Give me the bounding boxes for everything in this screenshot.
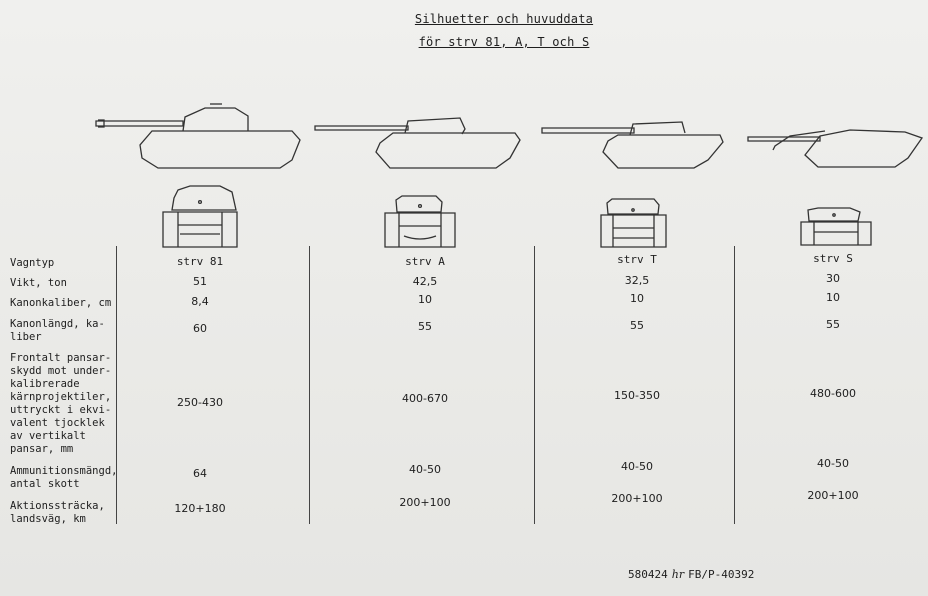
- document-title: Silhuetter och huvuddata: [414, 12, 594, 26]
- strv-s-side-silhouette: [748, 130, 922, 167]
- tank-name: strv T: [617, 253, 657, 266]
- row-label-kanonlangd: Kanonlängd, ka- liber: [10, 318, 105, 343]
- strv-s-front-silhouette: [801, 208, 871, 245]
- tank-caliber: 10: [630, 292, 644, 305]
- tank-gun-length: 55: [418, 320, 432, 333]
- tank-gun-length: 60: [193, 322, 207, 335]
- document-subtitle: för strv 81, A, T och S: [418, 35, 590, 49]
- strv-81-front-silhouette: [163, 186, 237, 247]
- row-label-kanonkaliber: Kanonkaliber, cm: [10, 297, 112, 309]
- tank-ammo: 40-50: [409, 463, 441, 476]
- tank-ammo: 40-50: [621, 460, 653, 473]
- row-label-ammunition: Ammunitionsmängd, antal skott: [10, 465, 118, 490]
- column-divider: [734, 246, 735, 524]
- column-divider: [309, 246, 310, 524]
- tank-caliber: 8,4: [191, 295, 209, 308]
- tank-range: 120+180: [174, 502, 226, 515]
- tank-armor: 250-430: [177, 396, 223, 409]
- handwritten-signature: hr: [671, 568, 685, 581]
- document-footer: [628, 568, 754, 581]
- strv-81-side-silhouette: [96, 104, 300, 168]
- tank-weight: 42,5: [412, 275, 438, 288]
- row-label-vagntyp: Vagntyp: [10, 257, 55, 269]
- tank-range: 200+100: [807, 489, 859, 502]
- row-label-aktionsstracka: Aktionssträcka, landsväg, km: [10, 500, 105, 525]
- strv-a-side-silhouette: [315, 118, 520, 168]
- tank-caliber: 10: [418, 293, 432, 306]
- strv-a-front-silhouette: [385, 196, 455, 247]
- tank-weight: 30: [826, 272, 840, 285]
- strv-t-front-silhouette: [601, 199, 666, 247]
- tank-range: 200+100: [399, 496, 451, 509]
- tank-weight: 32,5: [624, 274, 650, 287]
- tank-armor: 400-670: [402, 392, 448, 405]
- tank-name: strv 81: [176, 255, 224, 268]
- tank-name: strv S: [813, 252, 853, 265]
- footer-doc-id: FB/P-40392: [688, 568, 755, 581]
- tank-armor: 480-600: [810, 387, 856, 400]
- footer-ref: 580424: [628, 568, 668, 581]
- strv-t-side-silhouette: [542, 122, 723, 168]
- row-label-vikt: Vikt, ton: [10, 277, 67, 289]
- tank-name: strv A: [405, 255, 445, 268]
- tank-armor: 150-350: [614, 389, 660, 402]
- tank-weight: 51: [193, 275, 207, 288]
- tank-silhouettes: [0, 0, 928, 260]
- tank-gun-length: 55: [630, 319, 644, 332]
- tank-ammo: 40-50: [817, 457, 849, 470]
- tank-caliber: 10: [826, 291, 840, 304]
- tank-range: 200+100: [611, 492, 663, 505]
- column-divider: [534, 246, 535, 524]
- tank-ammo: 64: [193, 467, 207, 480]
- row-label-frontalt-pansar: Frontalt pansar- skydd mot under- kalibrerade kärnprojektiler, uttryckt i ekvi- valent tjocklek av vertikalt pansar, mm: [10, 352, 112, 455]
- tank-gun-length: 55: [826, 318, 840, 331]
